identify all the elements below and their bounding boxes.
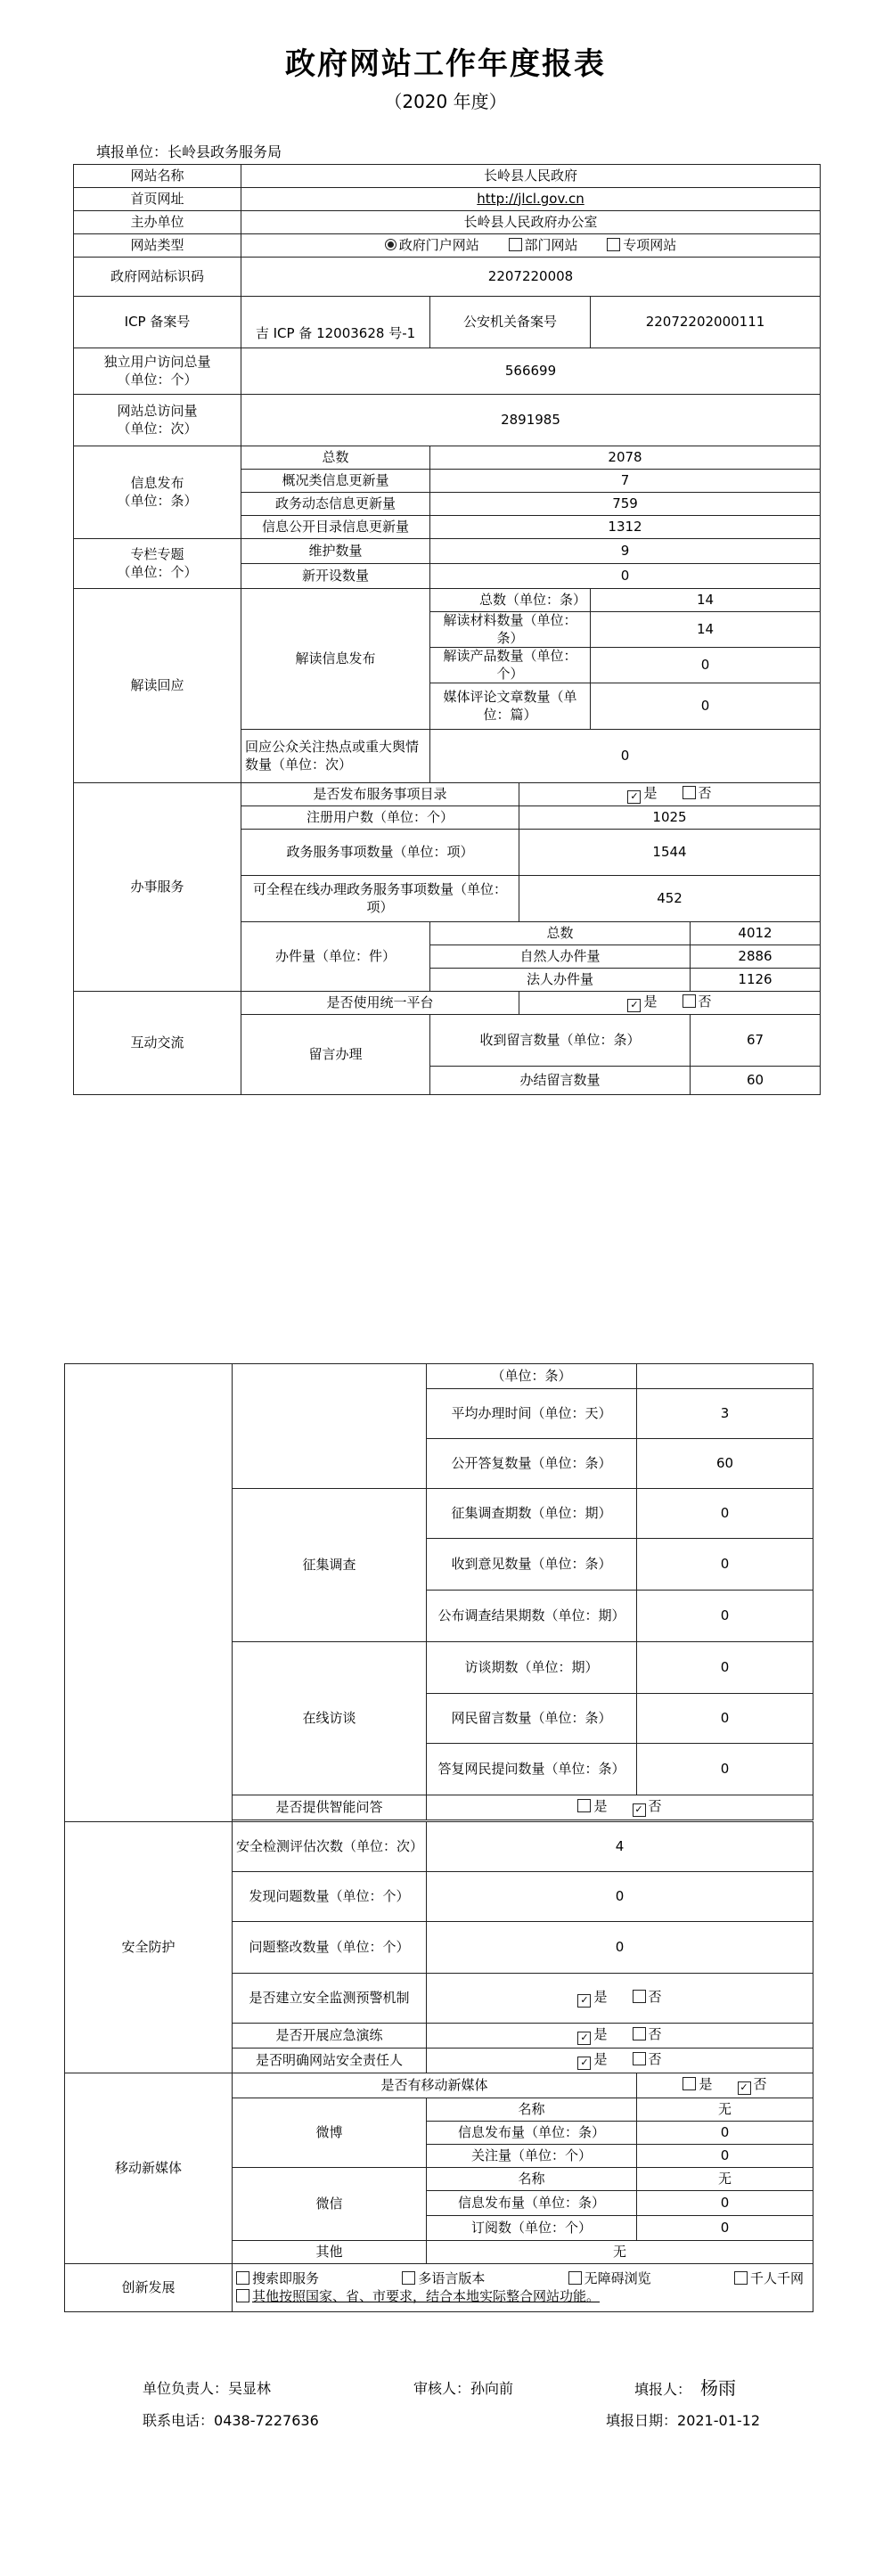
monitor-label: 是否建立安全监测预警机制 — [233, 1974, 427, 2024]
handle-row-label: 自然人办件量 — [430, 945, 691, 969]
weibo-row-label: 关注量（单位：个） — [427, 2145, 637, 2168]
wechat-name-value: 无 — [637, 2168, 813, 2191]
footer-owner: 单位负责人：吴显林 — [143, 2380, 272, 2397]
users-value: 1025 — [519, 806, 821, 830]
info-pub-row-label: 信息公开目录信息更新量 — [241, 516, 430, 539]
radio-portal[interactable] — [385, 239, 396, 250]
monitor-options: ✓ 是 否 — [427, 1974, 813, 2024]
online-label: 可全程在线办理政务服务事项数量（单位：项） — [241, 876, 519, 922]
home-url-label: 首页网址 — [74, 188, 241, 211]
interpret-row-value: 0 — [591, 648, 821, 683]
sponsor-value: 长岭县人民政府办公室 — [241, 211, 821, 234]
mobile-no-checkbox[interactable] — [738, 2081, 751, 2095]
special-row-value: 9 — [430, 539, 821, 564]
weibo-name-value: 无 — [637, 2098, 813, 2122]
public-value: 60 — [637, 1439, 813, 1489]
avg-label: 平均办理时间（单位：天） — [427, 1389, 637, 1439]
service-label: 办事服务 — [74, 783, 241, 992]
innovation-options: 搜索即服务 多语言版本 无障碍浏览 千人千网 其他按照国家、省、市要求，结合本地实际整合网站功能。 — [233, 2264, 813, 2312]
accessibility-checkbox[interactable] — [568, 2271, 582, 2285]
footer-phone: 联系电话：0438-7227636 — [143, 2412, 319, 2429]
security-row-value: 0 — [427, 1922, 813, 1974]
online-value: 452 — [519, 876, 821, 922]
personalized-checkbox[interactable] — [734, 2271, 748, 2285]
handle-row-label: 法人办件量 — [430, 969, 691, 992]
sponsor-label: 主办单位 — [74, 211, 241, 234]
info-pub-row-value: 2078 — [430, 446, 821, 470]
pv-value: 2891985 — [241, 395, 821, 446]
weibo-label: 微博 — [233, 2098, 427, 2168]
handle-row-value: 2886 — [691, 945, 821, 969]
interpret-label: 解读回应 — [74, 589, 241, 783]
multilang-checkbox[interactable] — [402, 2271, 415, 2285]
unit-cont-value — [637, 1364, 813, 1389]
survey-row-value: 0 — [637, 1591, 813, 1642]
page-title: 政府网站工作年度报表 — [285, 46, 606, 82]
items-value: 1544 — [519, 830, 821, 876]
smart-options: 是✓ 否 — [427, 1795, 813, 1820]
security-label: 安全防护 — [65, 1822, 233, 2073]
interview-row-label: 网民留言数量（单位：条） — [427, 1694, 637, 1744]
filler-unit-label: 填报单位： — [96, 143, 168, 160]
platform-options: ✓ 是 否 — [519, 992, 821, 1015]
interview-row-label: 访谈期数（单位：期） — [427, 1642, 637, 1694]
site-id-label: 政府网站标识码 — [74, 258, 241, 297]
footer-filler: 填报人： 杨雨 — [634, 2377, 737, 2399]
interview-row-value: 0 — [637, 1694, 813, 1744]
handle-row-value: 1126 — [691, 969, 821, 992]
info-pub-row-value: 1312 — [430, 516, 821, 539]
interview-row-value: 0 — [637, 1642, 813, 1694]
interview-row-label: 答复网民提问数量（单位：条） — [427, 1744, 637, 1795]
catalog-no-checkbox[interactable] — [683, 786, 696, 799]
interpret-row-label: 解读产品数量（单位：个） — [430, 648, 591, 683]
mobile-yes-checkbox[interactable] — [683, 2077, 696, 2090]
info-pub-row-value: 7 — [430, 470, 821, 493]
info-pub-row-label: 概况类信息更新量 — [241, 470, 430, 493]
msg-row-value: 67 — [691, 1015, 821, 1067]
home-url-link[interactable]: http://jlcl.gov.cn — [477, 190, 584, 207]
special-row-label: 维护数量 — [241, 539, 430, 564]
weibo-row-value: 0 — [637, 2122, 813, 2145]
innovation-other-checkbox[interactable] — [236, 2289, 249, 2302]
interact-cont-cell — [65, 1364, 233, 1822]
site-name-label: 网站名称 — [74, 165, 241, 188]
footer-reviewer: 审核人：孙向前 — [413, 2380, 514, 2397]
msg-cont-cell — [233, 1364, 427, 1489]
interview-label: 在线访谈 — [233, 1642, 427, 1795]
pv-label-cell: 网站总访问量 （单位：次） — [74, 395, 241, 446]
security-row-label: 问题整改数量（单位：个） — [233, 1922, 427, 1974]
public-label: 公开答复数量（单位：条） — [427, 1439, 637, 1489]
security-row-value: 0 — [427, 1872, 813, 1922]
platform-label: 是否使用统一平台 — [241, 992, 519, 1015]
duty-no-checkbox[interactable] — [633, 2052, 646, 2065]
site-type-options: 政府门户网站 部门网站 专项网站 — [241, 234, 821, 258]
uv-value: 566699 — [241, 348, 821, 395]
msg-row-label: 收到留言数量（单位：条） — [430, 1015, 691, 1067]
interpret-row-value: 14 — [591, 612, 821, 648]
interact-label: 互动交流 — [74, 992, 241, 1095]
weibo-name-label: 名称 — [427, 2098, 637, 2122]
mobile-label: 移动新媒体 — [65, 2073, 233, 2264]
monitor-yes-checkbox[interactable] — [577, 1994, 591, 2008]
info-pub-row-value: 759 — [430, 493, 821, 516]
hot-label: 回应公众关注热点或重大舆情数量（单位：次） — [241, 730, 430, 783]
catalog-options: ✓ 是 否 — [519, 783, 821, 806]
smart-no-checkbox[interactable] — [633, 1803, 646, 1817]
site-type-label: 网站类型 — [74, 234, 241, 258]
filler-unit-value: 长岭县政务服务局 — [168, 143, 282, 160]
uv-label-cell: 独立用户访问总量 （单位：个） — [74, 348, 241, 395]
info-pub-row-label: 总数 — [241, 446, 430, 470]
info-pub-row-label: 政务动态信息更新量 — [241, 493, 430, 516]
special-row-label: 新开设数量 — [241, 564, 430, 589]
report-year: （2020 年度） — [384, 91, 507, 112]
footer-date: 填报日期：2021-01-12 — [606, 2412, 760, 2429]
handle-row-value: 4012 — [691, 922, 821, 945]
drill-options: ✓ 是 否 — [427, 2024, 813, 2049]
site-name-value: 长岭县人民政府 — [241, 165, 821, 188]
interpret-row-label: 总数（单位：条） — [430, 589, 591, 612]
duty-label: 是否明确网站安全责任人 — [233, 2049, 427, 2073]
survey-row-label: 公布调查结果期数（单位：期） — [427, 1591, 637, 1642]
interpret-row-value: 14 — [591, 589, 821, 612]
filler-unit — [96, 141, 282, 161]
checkbox-special[interactable] — [607, 238, 620, 251]
handle-label: 办件量（单位：件） — [241, 922, 430, 992]
search-service-checkbox[interactable] — [236, 2271, 249, 2285]
smart-label: 是否提供智能问答 — [233, 1795, 427, 1820]
report-table-page2 — [64, 1363, 813, 2312]
smart-yes-checkbox[interactable] — [577, 1799, 591, 1812]
wechat-row-label: 订阅数（单位：个） — [427, 2216, 637, 2241]
interview-row-value: 0 — [637, 1744, 813, 1795]
police-label: 公安机关备案号 — [430, 297, 591, 348]
special-row-value: 0 — [430, 564, 821, 589]
interpret-row-value: 0 — [591, 683, 821, 730]
mobile-has-options: 是✓ 否 — [637, 2073, 813, 2098]
platform-no-checkbox[interactable] — [683, 994, 696, 1008]
drill-label: 是否开展应急演练 — [233, 2024, 427, 2049]
innovation-other-text: 其他按照国家、省、市要求，结合本地实际整合网站功能。 — [252, 2287, 601, 2304]
police-value: 22072202000111 — [591, 297, 821, 348]
security-row-label: 安全检测评估次数（单位：次） — [233, 1822, 427, 1872]
unit-cont: （单位：条） — [427, 1364, 637, 1389]
mobile-has-label: 是否有移动新媒体 — [233, 2073, 637, 2098]
other-value: 无 — [427, 2241, 813, 2264]
interpret-sub-label: 解读信息发布 — [241, 589, 430, 730]
monitor-no-checkbox[interactable] — [633, 1990, 646, 2003]
special-label-cell: 专栏专题 （单位：个） — [74, 539, 241, 589]
catalog-label: 是否发布服务事项目录 — [241, 783, 519, 806]
duty-options: ✓ 是 否 — [427, 2049, 813, 2073]
interpret-row-label: 媒体评论文章数量（单位：篇） — [430, 683, 591, 730]
items-label: 政务服务事项数量（单位：项） — [241, 830, 519, 876]
wechat-name-label: 名称 — [427, 2168, 637, 2191]
survey-row-label: 征集调查期数（单位：期） — [427, 1489, 637, 1539]
msg-label: 留言办理 — [241, 1015, 430, 1095]
msg-row-label: 办结留言数量 — [430, 1067, 691, 1095]
wechat-label: 微信 — [233, 2168, 427, 2241]
checkbox-department[interactable] — [509, 238, 522, 251]
hot-value: 0 — [430, 730, 821, 783]
survey-row-label: 收到意见数量（单位：条） — [427, 1539, 637, 1591]
wechat-row-value: 0 — [637, 2216, 813, 2241]
icp-label: ICP 备案号 — [74, 297, 241, 348]
wechat-row-label: 信息发布量（单位：条） — [427, 2191, 637, 2216]
other-label: 其他 — [233, 2241, 427, 2264]
weibo-row-label: 信息发布量（单位：条） — [427, 2122, 637, 2145]
platform-yes-checkbox[interactable] — [627, 999, 641, 1012]
security-row-label: 发现问题数量（单位：个） — [233, 1872, 427, 1922]
avg-value: 3 — [637, 1389, 813, 1439]
survey-label: 征集调查 — [233, 1489, 427, 1642]
msg-row-value: 60 — [691, 1067, 821, 1095]
wechat-row-value: 0 — [637, 2191, 813, 2216]
survey-row-value: 0 — [637, 1489, 813, 1539]
drill-no-checkbox[interactable] — [633, 2027, 646, 2040]
handle-row-label: 总数 — [430, 922, 691, 945]
users-label: 注册用户数（单位：个） — [241, 806, 519, 830]
icp-value: 吉 ICP 备 12003628 号-1 — [241, 297, 430, 348]
weibo-row-value: 0 — [637, 2145, 813, 2168]
site-id-value: 2207220008 — [241, 258, 821, 297]
survey-row-value: 0 — [637, 1539, 813, 1591]
duty-yes-checkbox[interactable] — [577, 2057, 591, 2070]
interpret-row-label: 解读材料数量（单位：条） — [430, 612, 591, 648]
report-table-page1 — [73, 164, 821, 1095]
drill-yes-checkbox[interactable] — [577, 2032, 591, 2045]
info-pub-label-cell: 信息发布 （单位：条） — [74, 446, 241, 539]
security-row-value: 4 — [427, 1822, 813, 1872]
innovation-label: 创新发展 — [65, 2264, 233, 2312]
catalog-yes-checkbox[interactable] — [627, 790, 641, 804]
